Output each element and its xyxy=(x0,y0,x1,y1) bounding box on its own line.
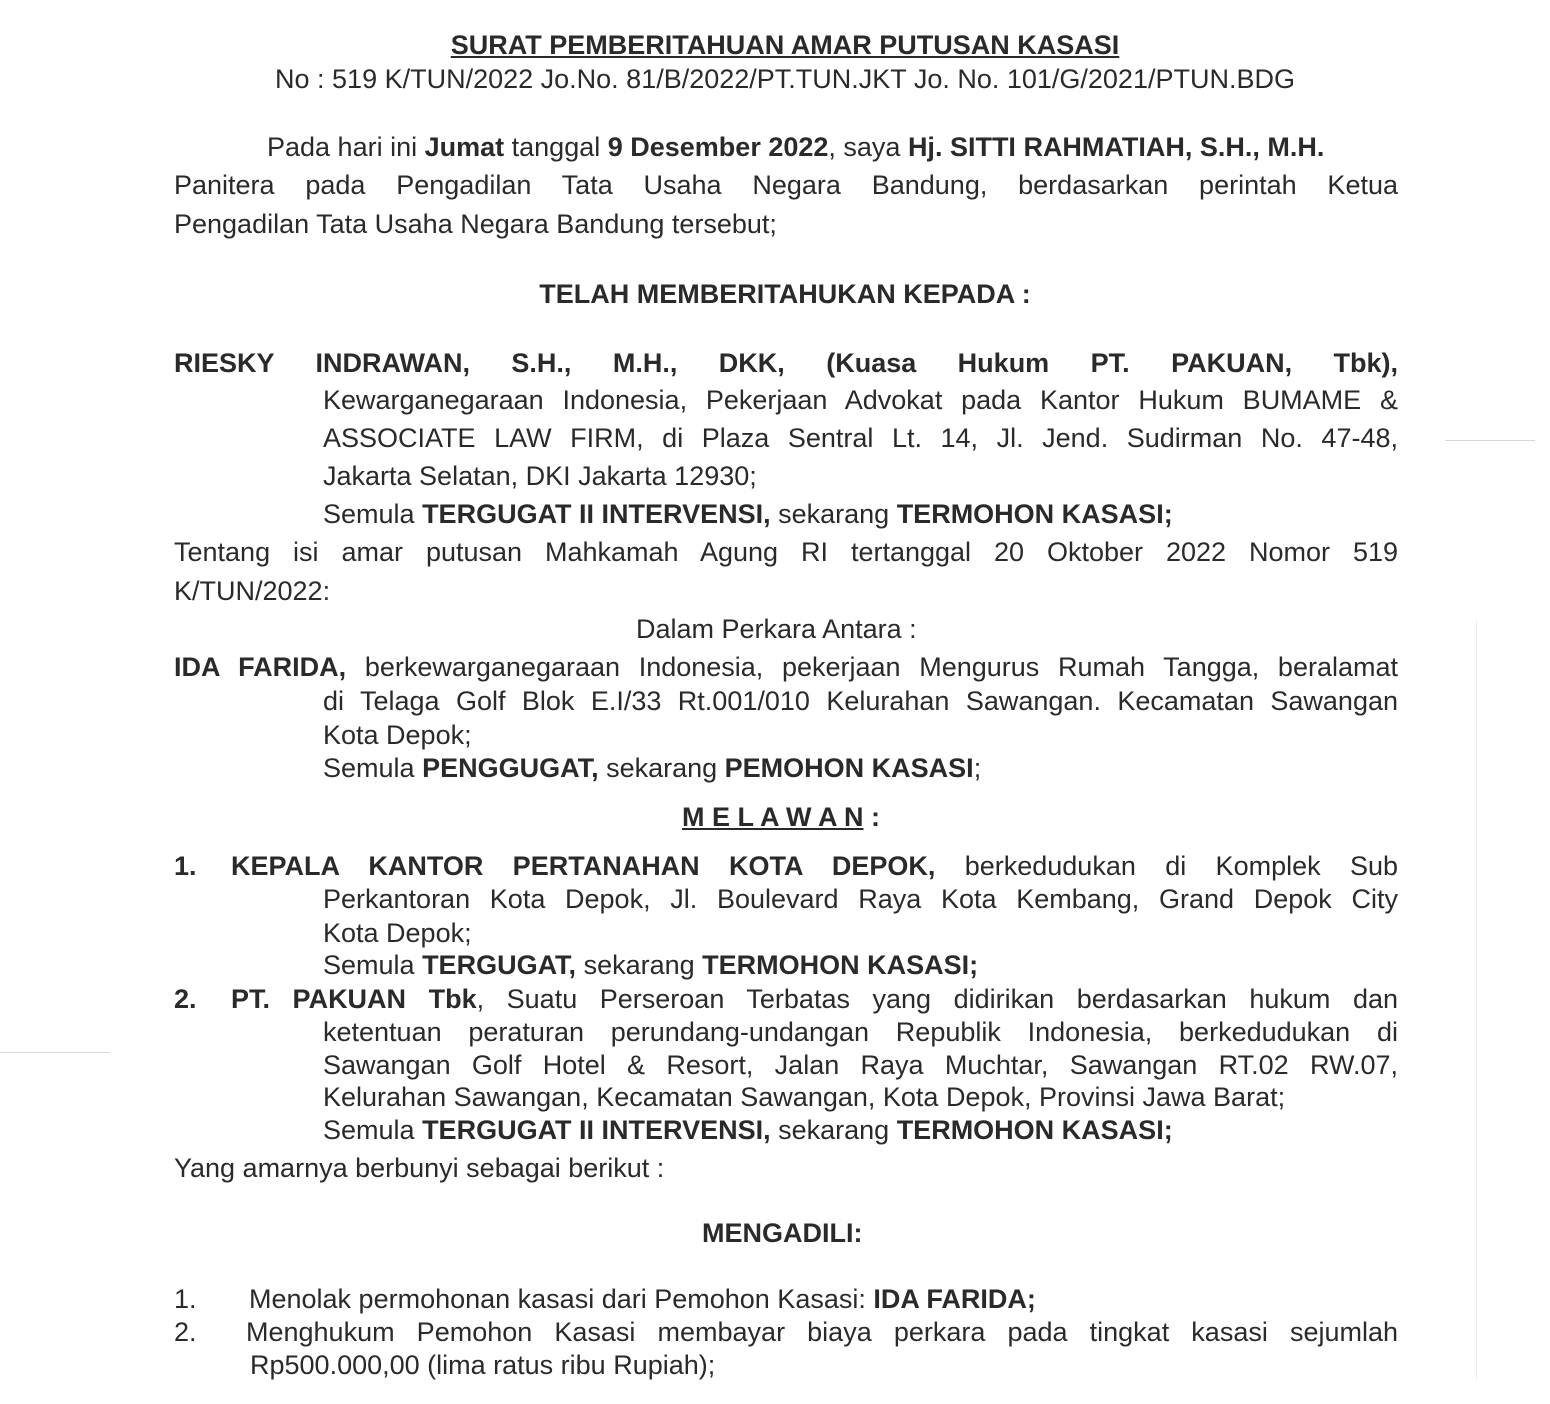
verdict-heading: MENGADILI: xyxy=(702,1218,863,1248)
plaintiff-status: Semula PENGGUGAT, sekarang PEMOHON KASASI; xyxy=(323,753,982,783)
defendant-2-name: PT. PAKUAN Tbk xyxy=(231,984,477,1014)
versus-heading: M E L A W A N : xyxy=(682,802,880,832)
defendant-2-number: 2. xyxy=(174,984,197,1014)
recipient-name: RIESKY INDRAWAN, S.H., M.H., DKK, (Kuasa Hukum PT. PAKUAN, Tbk), xyxy=(174,348,1398,378)
defendant-2-status: Semula TERGUGAT II INTERVENSI, sekarang TERMOHON KASASI; xyxy=(323,1115,1173,1145)
about-line-1: Tentang isi amar putusan Mahkamah Agung RI tertanggal 20 Oktober 2022 Nomor 519 xyxy=(174,537,1398,567)
document-title: SURAT PEMBERITAHUAN AMAR PUTUSAN KASASI xyxy=(450,30,1120,60)
clerk-name: Hj. SITTI RAHMATIAH, S.H., M.H. xyxy=(907,132,1325,162)
scan-mark xyxy=(1445,440,1535,441)
case-heading: Dalam Perkara Antara : xyxy=(636,614,917,644)
opening-line-1: Pada hari ini Jumat tanggal 9 Desember 2022, saya Hj. SITTI RAHMATIAH, S.H., M.H. xyxy=(267,132,1325,162)
defendant-1-status: Semula TERGUGAT, sekarang TERMOHON KASASI; xyxy=(323,950,979,980)
recipient-line-4: Jakarta Selatan, DKI Jakarta 12930; xyxy=(323,461,757,491)
recipient-line-3: ASSOCIATE LAW FIRM, di Plaza Sentral Lt. 14, Jl. Jend. Sudirman No. 47-48, xyxy=(323,423,1398,453)
recipient-line-2: Kewarganegaraan Indonesia, Pekerjaan Advokat pada Kantor Hukum BUMAME & xyxy=(323,385,1398,415)
defendant-2-line-3: Sawangan Golf Hotel & Resort, Jalan Raya Muchtar, Sawangan RT.02 RW.07, xyxy=(323,1050,1398,1080)
defendant-1-number: 1. xyxy=(174,851,197,881)
plaintiff-line-1: IDA FARIDA, berkewarganegaraan Indonesia, pekerjaan Mengurus Rumah Tangga, beralamat xyxy=(174,652,1398,682)
about-line-2: K/TUN/2022: xyxy=(174,576,331,606)
verdict-2-number: 2. xyxy=(174,1317,197,1347)
plaintiff-line-2: di Telaga Golf Blok E.I/33 Rt.001/010 Kelurahan Sawangan. Kecamatan Sawangan xyxy=(323,686,1398,716)
scan-mark xyxy=(0,1052,110,1053)
defendant-2-line-2: ketentuan peraturan perundang-undangan Republik Indonesia, berkedudukan di xyxy=(323,1017,1398,1047)
verdict-1-party: IDA FARIDA; xyxy=(873,1284,1036,1314)
plaintiff-line-3: Kota Depok; xyxy=(323,720,472,750)
plaintiff-name: IDA FARIDA, xyxy=(174,652,347,682)
opening-line-3: Pengadilan Tata Usaha Negara Bandung tersebut; xyxy=(174,209,777,239)
day: Jumat xyxy=(424,132,505,162)
defendant-2-line-4: Kelurahan Sawangan, Kecamatan Sawangan, Kota Depok, Provinsi Jawa Barat; xyxy=(323,1082,1286,1112)
defendant-2-line-1: PT. PAKUAN Tbk, Suatu Perseroan Terbatas yang didirikan berdasarkan hukum dan xyxy=(231,984,1398,1014)
verdict-1-text: Menolak permohonan kasasi dari Pemohon Kasasi: IDA FARIDA; xyxy=(249,1284,1036,1314)
notify-heading: TELAH MEMBERITAHUKAN KEPADA : xyxy=(539,279,1031,309)
verdict-1-number: 1. xyxy=(174,1284,197,1314)
recipient-status: Semula TERGUGAT II INTERVENSI, sekarang TERMOHON KASASI; xyxy=(323,499,1173,529)
date: 9 Desember 2022 xyxy=(607,132,829,162)
defendant-1-name: KEPALA KANTOR PERTANAHAN KOTA DEPOK, xyxy=(231,851,936,881)
defendant-1-line-3: Kota Depok; xyxy=(323,918,472,948)
defendant-1-line-2: Perkantoran Kota Depok, Jl. Boulevard Raya Kota Kembang, Grand Depok City xyxy=(323,884,1398,914)
opening-line-2: Panitera pada Pengadilan Tata Usaha Negara Bandung, berdasarkan perintah Ketua xyxy=(174,170,1398,200)
verdict-2-line-1: Menghukum Pemohon Kasasi membayar biaya perkara pada tingkat kasasi sejumlah xyxy=(246,1317,1398,1347)
verdict-2-line-2: Rp500.000,00 (lima ratus ribu Rupiah); xyxy=(250,1350,716,1380)
scan-mark xyxy=(1476,620,1477,1380)
document-number: No : 519 K/TUN/2022 Jo.No. 81/B/2022/PT.TUN.JKT Jo. No. 101/G/2021/PTUN.BDG xyxy=(275,64,1295,94)
defendant-1-line-1: KEPALA KANTOR PERTANAHAN KOTA DEPOK, berkedudukan di Komplek Sub xyxy=(231,851,1398,881)
verdict-intro: Yang amarnya berbunyi sebagai berikut : xyxy=(174,1153,665,1183)
